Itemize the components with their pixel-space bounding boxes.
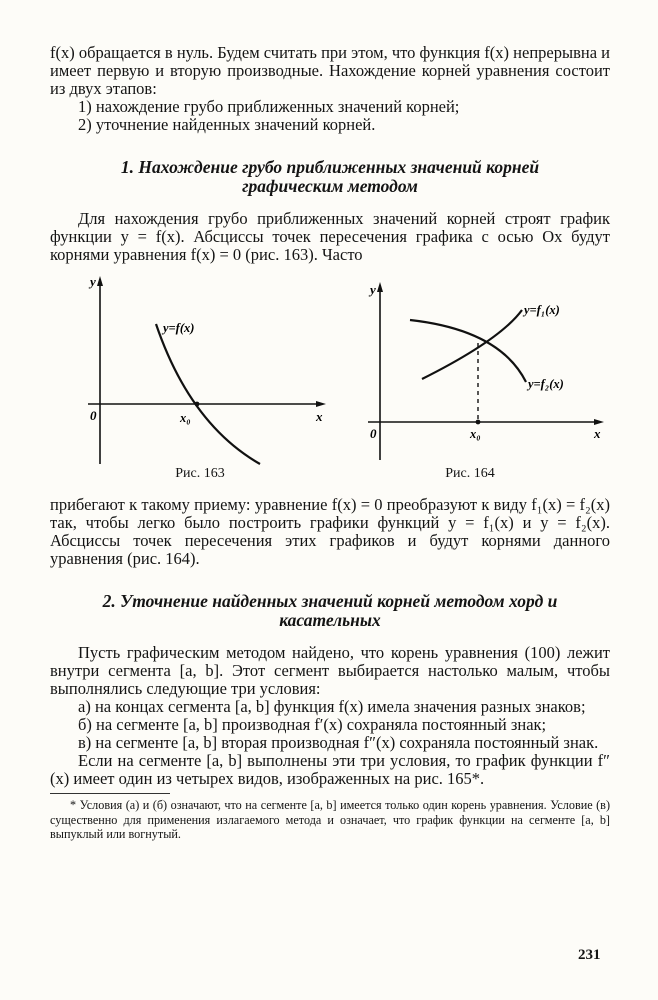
- figures: [50, 264, 610, 496]
- fig163-caption: Рис. 163: [175, 466, 225, 481]
- section-2-paragraph-1: Пусть графическим методом найдено, что корень уравнения (100) лежит внутри сегмента [a, b]. Этот сегмент выбирается настолько малым, чтобы выполнялись следующие три условия:: [50, 643, 610, 698]
- condition-a: а) на концах сегмента [a, b] функция f(x) имела значения разных знаков;: [78, 697, 586, 716]
- condition-b: б) на сегменте [a, b] производная f′(x) сохраняла постоянный знак;: [78, 715, 547, 734]
- footnote-divider: [50, 793, 170, 794]
- fig164-y-label: y: [370, 282, 376, 297]
- step-2: 2) уточнение найденных значений корней.: [78, 115, 376, 134]
- section-1-heading: 1. Нахождение грубо приближенных значений корней графическим методом: [120, 157, 540, 196]
- section-1-paragraph: Для нахождения грубо приближенных значений корней строят график функции y = f(x). Абсциссы точек пересечения графика с осью Ox будут корнями уравнения f(x) = 0 (рис. 163). Часто: [50, 209, 610, 264]
- fig163-x-label: x: [316, 409, 323, 424]
- section-2-paragraph-2: Если на сегменте [a, b] выполнены эти три условия, то график функции f″(x) имеет один из четырех видов, изображенных на рис. 165*.: [50, 751, 610, 788]
- figure-164: [360, 280, 610, 481]
- fig164-origin: 0: [370, 426, 377, 441]
- fig164-curve2-label: y=f₂(x): [528, 377, 564, 391]
- fig163-y-label: y: [90, 274, 96, 289]
- section-2-heading: 2. Уточнение найденных значений корней методом хорд и касательных: [102, 591, 558, 630]
- footnote: [50, 798, 610, 842]
- fig163-origin: 0: [90, 408, 97, 423]
- fig164-curve1-label: y=f₁(x): [524, 303, 560, 317]
- fig163-curve-label: y=f(x): [163, 321, 195, 335]
- intro-paragraph: f(x) обращается в нуль. Будем считать при этом, что функция f(x) непрерывна и имеет первую и вторую производные. Нахождение корней уравнения состоит из двух этапов:: [50, 43, 610, 98]
- book-page: [50, 44, 610, 842]
- figure-163: [80, 274, 330, 481]
- figure-163-graph: [80, 274, 330, 474]
- fig164-caption: Рис. 164: [445, 466, 495, 481]
- figure-164-graph: [360, 280, 610, 470]
- page-number: 231: [578, 947, 601, 963]
- footnote-text: * Условия (а) и (б) означают, что на сегменте [a, b] имеется только один корень уравнения. Условие (в) существенно для применения излагаемого метода и означает, что график функции на сегменте [a, b] выпуклый или вогнутый.: [50, 798, 610, 841]
- fig164-root-label: x₀: [470, 427, 481, 441]
- paragraph-2: прибегают к такому приему: уравнение f(x) = 0 преобразуют к виду f₁(x) = f₂(x) так, чтобы легко было построить графики функций y = f₁(x) и y = f₂(x). Абсциссы точек пересечения этих графиков и будут корнями данного уравнения (рис. 164).: [50, 495, 610, 568]
- step-1: 1) нахождение грубо приближенных значений корней;: [78, 97, 460, 116]
- condition-c: в) на сегменте [a, b] вторая производная f″(x) сохраняла постоянный знак.: [78, 733, 599, 752]
- fig163-root-label: x₀: [180, 411, 191, 425]
- fig164-x-label: x: [594, 426, 601, 441]
